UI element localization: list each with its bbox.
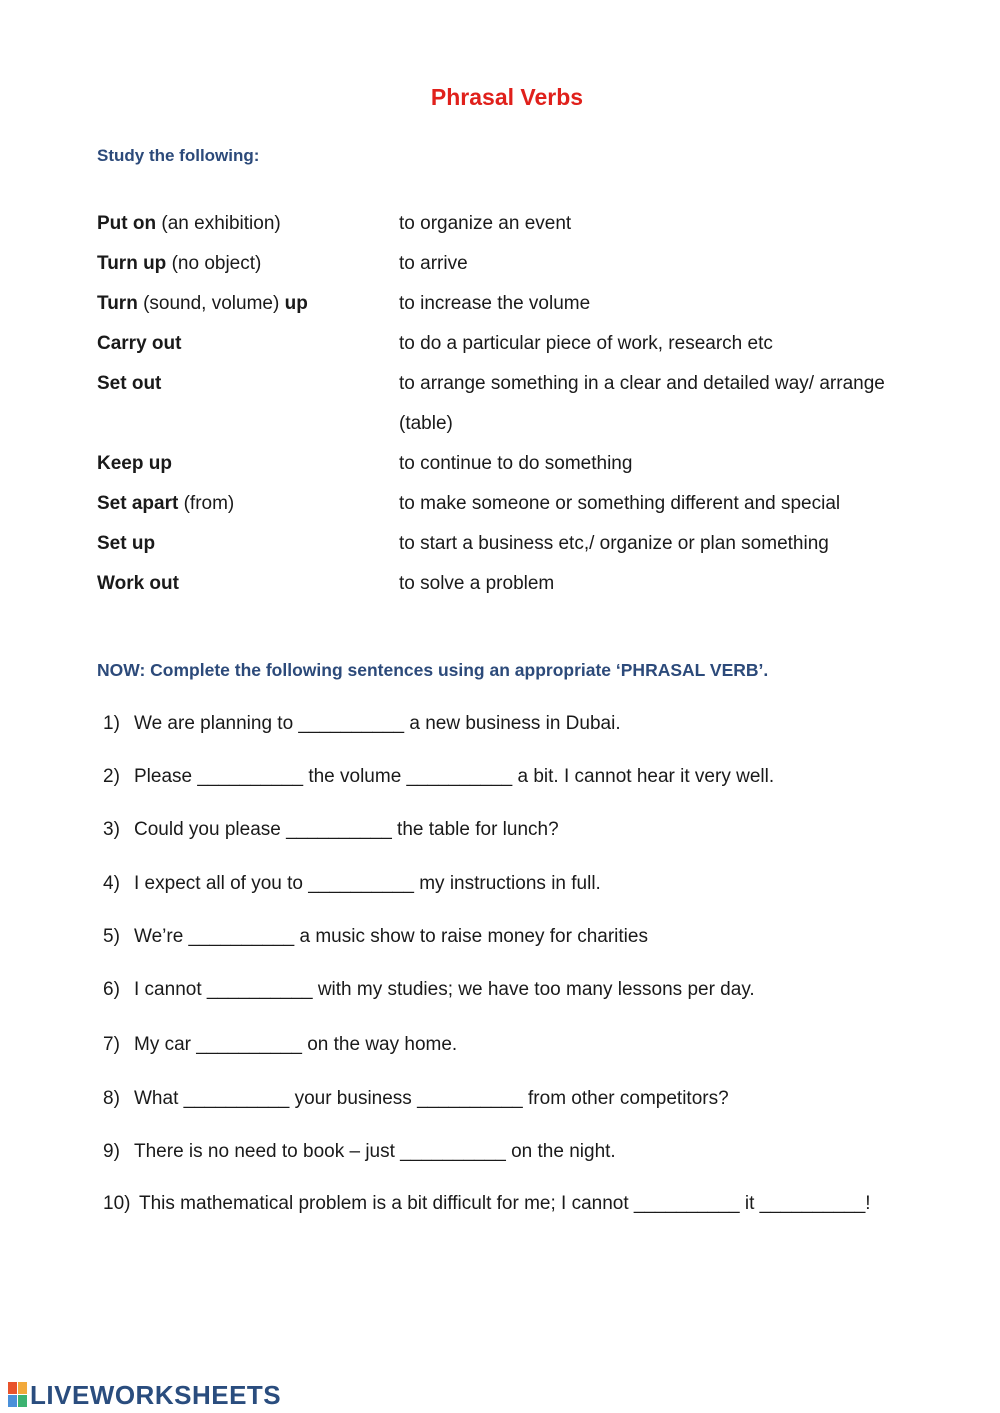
exercise-text: Could you please __________ the table for lunch? [134,819,559,840]
vocab-definition: to increase the volume [399,293,591,314]
exercise-text: We’re __________ a music show to raise money for charities [134,926,648,947]
exercise-item [103,1193,871,1215]
vocab-definition: to solve a problem [399,573,555,594]
vocab-term [97,244,399,284]
vocab-definition: to arrange something in a clear and detailed way/ arrange [399,373,885,394]
exercise-text: What __________ your business __________ from other competitors? [134,1088,729,1109]
exercise-item [103,1088,729,1110]
term-note: (sound, volume) [137,293,285,314]
study-heading: Study the following: [97,146,260,165]
vocab-row [97,564,937,604]
exercise-number: 1) [103,713,120,734]
term-note: (an exhibition) [156,213,281,234]
vocab-term [97,364,399,404]
exercise-number: 5) [103,926,120,947]
vocab-term [97,204,399,244]
vocab-row [97,324,937,364]
term-bold: Turn up [97,253,167,274]
exercise-item [103,766,774,788]
exercise-text: Please __________ the volume __________ a bit. I cannot hear it very well. [134,766,775,787]
exercise-number: 10) [103,1193,131,1214]
exercise-number: 4) [103,873,120,894]
vocab-term [97,564,399,604]
vocab-row [97,284,937,324]
vocab-term [97,524,399,564]
liveworksheets-logo [8,1381,281,1409]
vocab-definition: to arrive [399,253,468,274]
exercise-item [103,1141,616,1163]
vocab-definition: to do a particular piece of work, research etc [399,333,773,354]
liveworksheets-logo-icon [8,1382,28,1408]
vocab-definition: to make someone or something different and special [399,493,841,514]
vocab-row [97,484,937,524]
exercise-text: I cannot __________ with my studies; we have too many lessons per day. [134,979,755,1000]
vocab-term [97,284,399,324]
vocab-term [97,404,399,444]
term-bold: Turn [97,293,138,314]
vocab-definition: (table) [399,413,453,434]
exercise-number: 8) [103,1088,120,1109]
exercise-item [103,713,621,735]
exercise-text: My car __________ on the way home. [134,1034,458,1055]
exercise-number: 3) [103,819,120,840]
term-bold: Set apart [97,493,179,514]
instructions-heading: NOW: Complete the following sentences using an appropriate ‘PHRASAL VERB’. [97,660,769,680]
term-bold: up [284,293,308,314]
exercise-item [103,1034,457,1056]
worksheet-title: Phrasal Verbs [430,84,584,110]
vocab-row [97,204,937,244]
exercise-text: There is no need to book – just __________ on the night. [134,1141,616,1162]
vocab-definition: to organize an event [399,213,572,234]
vocab-row [97,244,937,284]
vocab-row [97,444,937,484]
exercise-item [103,873,601,895]
exercise-item [103,979,755,1001]
vocab-term [97,324,399,364]
exercise-number: 6) [103,979,120,1000]
term-bold: Carry out [97,333,182,354]
exercise-number: 2) [103,766,120,787]
logo-text: LIVEWORKSHEETS [30,1380,282,1410]
exercise-number: 7) [103,1034,120,1055]
exercise-text: I expect all of you to __________ my instructions in full. [134,873,601,894]
vocab-row [97,404,937,444]
vocab-definition: to continue to do something [399,453,633,474]
exercise-text: We are planning to __________ a new business in Dubai. [134,713,621,734]
exercise-item [103,926,648,948]
vocab-row [97,524,937,564]
term-bold: Set up [97,533,156,554]
vocabulary-list [97,204,937,604]
vocab-term [97,484,399,524]
vocab-row [97,364,937,404]
term-bold: Work out [97,573,179,594]
exercise-number: 9) [103,1141,120,1162]
term-note: (no object) [166,253,262,274]
vocab-term [97,444,399,484]
exercise-item [103,819,559,841]
vocab-definition: to start a business etc,/ organize or plan something [399,533,829,554]
exercise-text: This mathematical problem is a bit difficult for me; I cannot __________ it __________! [139,1193,871,1214]
term-bold: Keep up [97,453,172,474]
term-bold: Put on [97,213,157,234]
term-bold: Set out [97,373,162,394]
term-note: (from) [178,493,235,514]
